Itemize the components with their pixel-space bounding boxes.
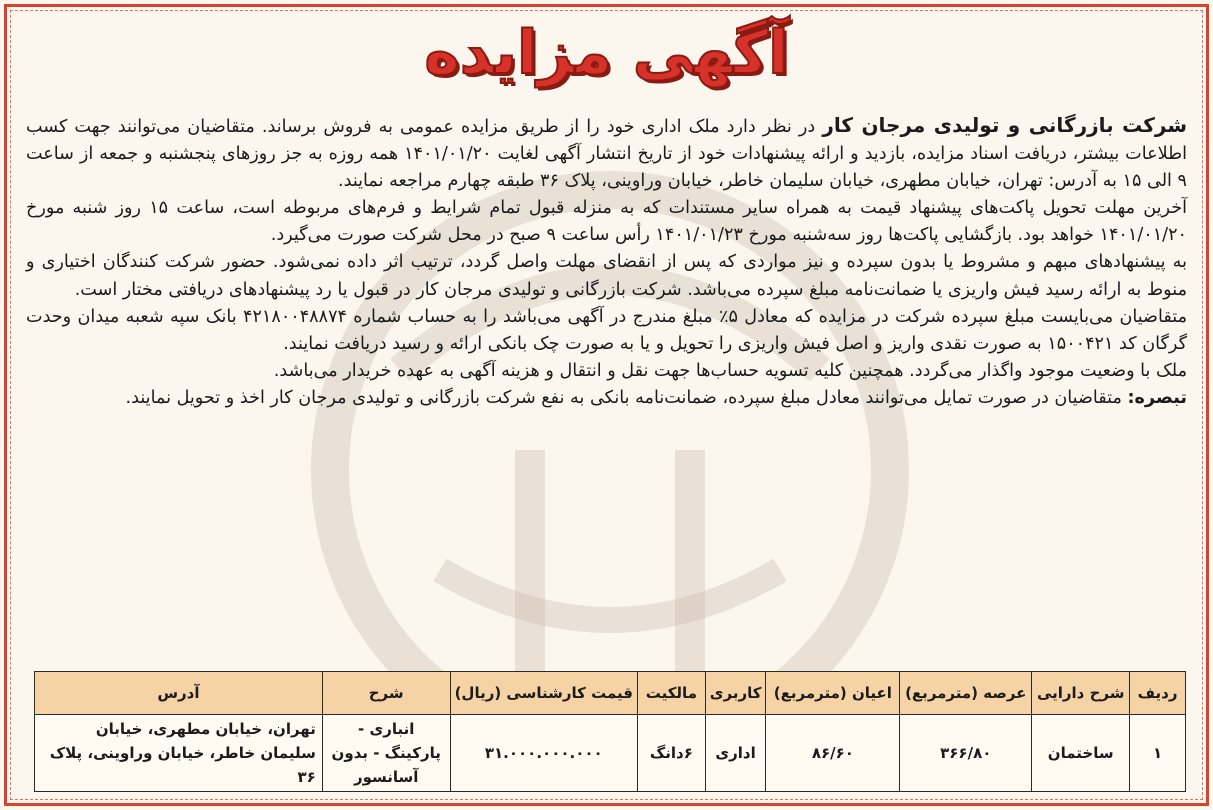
cell-address: تهران، خیابان مطهری، خیابان سلیمان خاطر، خیابان وراوینی، پلاک ۳۶ [35, 715, 323, 792]
header-description: شرح [322, 672, 450, 715]
paragraph-conditions: به پیشنهادهای مبهم و مشروط یا بدون سپرده و نیز مواردی که پس از انقضای مهلت واصل گردد، ترتیب اثر داده نمی‌شود. حضور شرکت کنندگان اختیاری و منوط به ارائه رسید فیش واریزی یا ضمانت‌نامه مبلغ سپرده می‌باشد. شرکت بازرگانی و تولیدی مرجان کار در قبول یا رد پیشنهادهای دریافتی مختار است. [26, 252, 1187, 300]
paragraph-deposit: متقاضیان می‌بایست مبلغ سپرده شرکت در مزایده که معادل ۵٪ مبلغ مندرج در آگهی می‌باشد را به حساب شماره ۴۲۱۸۰۰۴۸۸۷۴ بانک سپه شعبه میدان وحدت گرگان کد ۱۵۰۰۴۲۱ به صورت نقدی واریز و اصل فیش واریزی را تحویل و یا به صورت چک بانکی ارائه و رسید دریافت نمایند. [26, 306, 1187, 354]
cell-building-area: ۸۶/۶۰ [766, 715, 900, 792]
notice-body [26, 112, 1187, 412]
note-text: متقاضیان در صورت تمایل می‌توانند معادل مبلغ سپرده، ضمانت‌نامه بانکی به نفع شرکت بازرگانی و تولیدی مرجان کار اخذ و تحویل نمایند. [125, 387, 1128, 408]
assets-table [34, 671, 1186, 792]
cell-row-no: ۱ [1130, 715, 1186, 792]
paragraph-deadline: آخرین مهلت تحویل پاکت‌های پیشنهاد قیمت به همراه سایر مستندات که به منزله قبول تمام شرایط و فرم‌های مربوطه است، ساعت ۱۵ روز شنبه مورخ ۱۴۰۱/۰۱/۲۰ خواهد بود. بازگشایی پاکت‌ها روز سه‌شنبه مورخ ۱۴۰۱/۰۱/۲۳ رأس ساعت ۹ صبح در محل شرکت صورت می‌گیرد. [26, 198, 1187, 246]
header-row-no: ردیف [1130, 672, 1186, 715]
cell-asset-desc: ساختمان [1032, 715, 1130, 792]
header-ownership: مالکیت [637, 672, 705, 715]
header-building-area: اعیان (مترمربع) [766, 672, 900, 715]
cell-usage: اداری [705, 715, 766, 792]
cell-price: ۳۱.۰۰۰.۰۰۰.۰۰۰ [450, 715, 637, 792]
title-banner [0, 14, 1213, 96]
note-label: تبصره: [1127, 387, 1187, 408]
cell-land-area: ۳۶۶/۸۰ [900, 715, 1032, 792]
header-price: قیمت کارشناسی (ریال) [450, 672, 637, 715]
table-row [35, 715, 1186, 792]
cell-ownership: ۶دانگ [637, 715, 705, 792]
paragraph-intro-text: در نظر دارد ملک اداری خود را از طریق مزایده عمومی به فروش برساند. متقاضیان می‌توانند جهت کسب اطلاعات بیشتر، دریافت اسناد مزایده، بازدید و ارائه پیشنهادات خود از تاریخ انتشار آگهی لغایت ۱۴۰۱/۰۱/۲۰ همه روزه به جز روزهای پنجشنبه و جمعه از ساعت ۹ الی ۱۵ به آدرس: تهران، خیابان مطهری، خیابان سلیمان خاطر، خیابان وراوینی، پلاک ۳۶ طبقه چهارم مراجعه نمایند. [26, 117, 1187, 192]
paragraph-intro [26, 112, 1187, 195]
cell-description: انباری - پارکینگ - بدون آسانسور [322, 715, 450, 792]
header-land-area: عرصه (مترمربع) [900, 672, 1032, 715]
header-address: آدرس [35, 672, 323, 715]
paragraph-note [26, 385, 1187, 412]
paragraph-transfer: ملک با وضعیت موجود واگذار می‌گردد. همچنین کلیه تسویه حساب‌ها جهت نقل و انتقال و هزینه آگهی به عهده خریدار می‌باشد. [273, 360, 1187, 381]
header-asset-desc: شرح دارایی [1032, 672, 1130, 715]
company-name: شرکت بازرگانی و تولیدی مرجان کار [822, 113, 1187, 137]
notice-title: آگهی مزایده [424, 18, 789, 88]
table-header-row [35, 672, 1186, 715]
header-usage: کاربری [705, 672, 766, 715]
